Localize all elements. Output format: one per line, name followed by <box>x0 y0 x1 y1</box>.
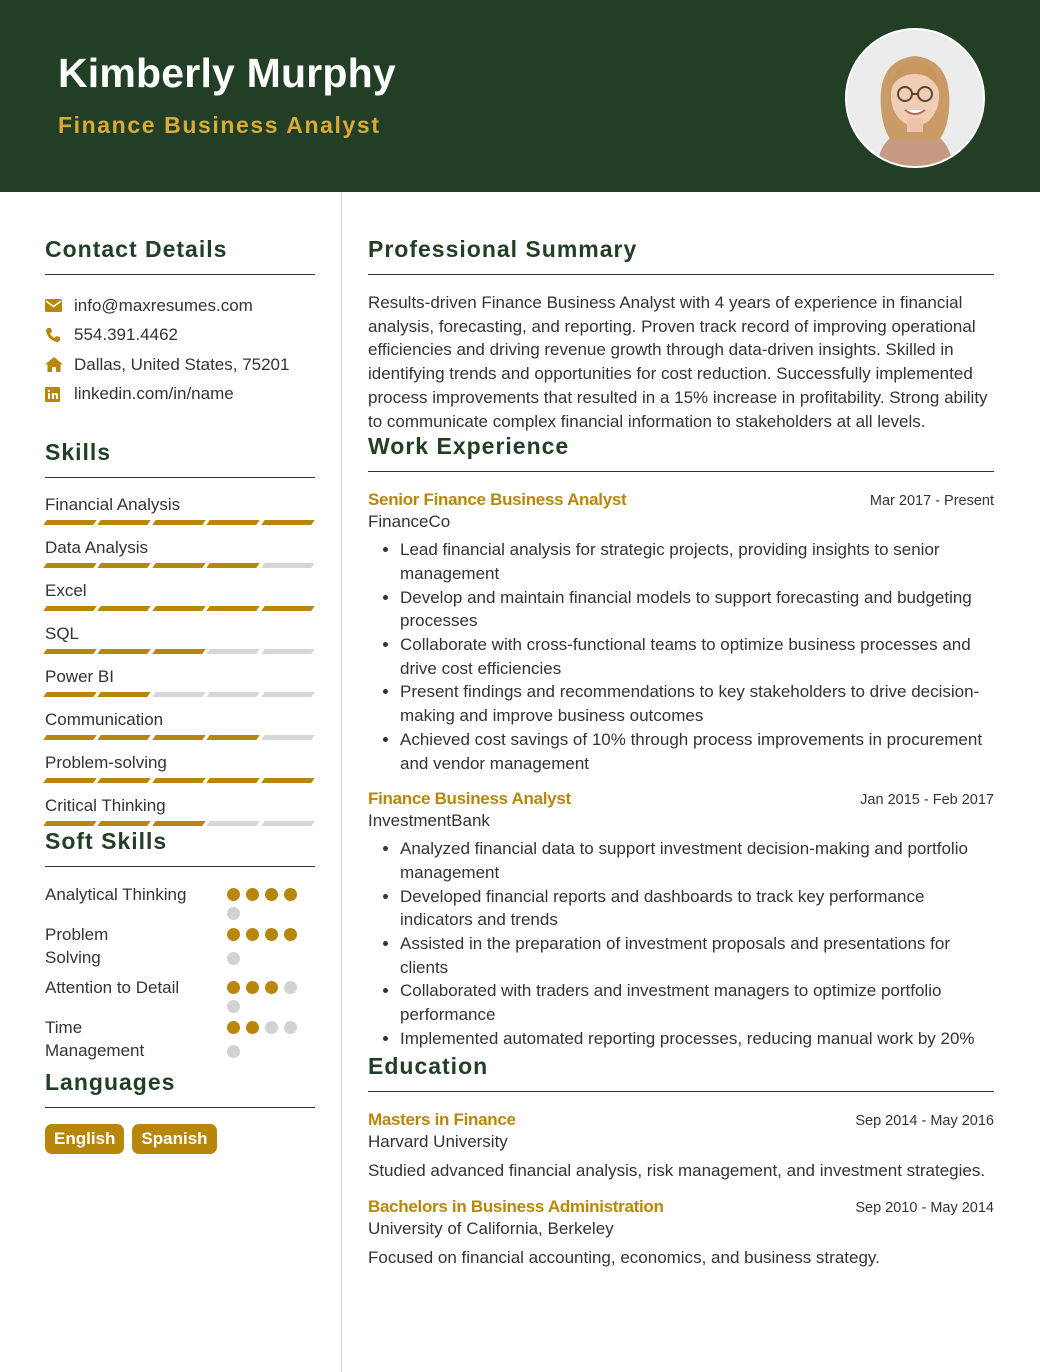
job-title: Senior Finance Business Analyst <box>368 490 627 510</box>
soft-skill-level-dot <box>284 928 297 941</box>
soft-skill-item <box>45 883 315 920</box>
soft-skill-level-dot <box>227 952 240 965</box>
list-item: • Implemented automated reporting processes, reducing manual work by 20% <box>400 1027 994 1051</box>
profile-photo <box>845 28 985 168</box>
soft-skill-level-dot <box>227 907 240 920</box>
skill-level-bars <box>45 649 315 664</box>
skill-name: Problem-solving <box>45 753 167 772</box>
skill-level-segment <box>98 735 152 740</box>
skill-level-segment <box>98 821 152 826</box>
education-heading: Education <box>368 1053 994 1092</box>
skill-level-segment <box>152 821 206 826</box>
skill-level-bars <box>45 778 315 793</box>
soft-skill-level-dots <box>227 923 315 969</box>
soft-skill-level-dot <box>265 1021 278 1034</box>
skills-section <box>45 439 315 836</box>
languages-heading: Languages <box>45 1069 315 1108</box>
skill-level-segment <box>261 735 315 740</box>
soft-skill-name: Problem Solving <box>45 925 109 967</box>
soft-skill-level-dots <box>227 883 315 920</box>
experience-section <box>368 433 994 1050</box>
home-icon <box>45 357 74 372</box>
main-column <box>368 192 994 1270</box>
skill-level-segment <box>206 520 260 525</box>
soft-skill-level-dot <box>227 1045 240 1058</box>
soft-skill-level-dot <box>265 888 278 901</box>
skill-item <box>45 492 315 535</box>
candidate-name: Kimberly Murphy <box>58 50 396 96</box>
skill-item <box>45 750 315 793</box>
skill-name: Communication <box>45 710 164 729</box>
education-entry <box>368 1197 994 1270</box>
soft-skill-level-dot <box>246 888 259 901</box>
soft-skill-item <box>45 1016 315 1062</box>
soft-skill-level-dot <box>227 1021 240 1034</box>
skill-level-bars <box>45 735 315 750</box>
soft-skill-level-dot <box>227 928 240 941</box>
contact-linkedin-text[interactable]: linkedin.com/in/name <box>74 384 234 404</box>
skill-level-segment <box>98 520 152 525</box>
list-item: • Achieved cost savings of 10% through process improvements in procurement and vendor management <box>400 728 994 775</box>
skill-level-segment <box>206 563 260 568</box>
skill-level-segment <box>206 735 260 740</box>
skill-level-segment <box>206 821 260 826</box>
skill-level-segment <box>43 692 97 697</box>
skill-level-segment <box>206 692 260 697</box>
skills-heading: Skills <box>45 439 315 478</box>
language-badge: English <box>45 1124 124 1154</box>
soft-skill-item <box>45 976 315 1013</box>
skill-level-segment <box>98 692 152 697</box>
skill-level-segment <box>43 520 97 525</box>
skill-level-segment <box>206 778 260 783</box>
soft-skill-item <box>45 923 315 969</box>
soft-skill-level-dot <box>246 928 259 941</box>
soft-skill-level-dot <box>284 1021 297 1034</box>
soft-skill-level-dot <box>227 888 240 901</box>
skill-level-segment <box>98 778 152 783</box>
skills-list <box>45 492 315 836</box>
skill-level-segment <box>152 735 206 740</box>
skill-item <box>45 535 315 578</box>
soft-skill-name: Attention to Detail <box>45 978 180 997</box>
summary-text: Results-driven Finance Business Analyst with 4 years of experience in financial analysis, forecasting, and reporting. Proven track record of improving operational efficiencies and driving revenue growth through data-driven insights. Skilled in identifying trends and opportunities for cost reduction. Successfully implemented process improvements that resulted in a 15% increase in profitability. Strong ability to communicate complex financial information to stakeholders at all levels. <box>368 293 988 431</box>
sidebar <box>45 192 315 1154</box>
job-bullets <box>368 538 994 775</box>
job-date: Mar 2017 - Present <box>869 493 994 510</box>
contact-section <box>45 236 315 409</box>
skill-level-segment <box>261 649 315 654</box>
summary-heading: Professional Summary <box>368 236 994 275</box>
skill-name: Data Analysis <box>45 538 148 557</box>
contact-address <box>45 350 315 380</box>
job-bullets <box>368 837 994 1050</box>
education-date: Sep 2014 - May 2016 <box>855 1112 994 1129</box>
skill-name: Financial Analysis <box>45 495 181 514</box>
skill-level-segment <box>206 606 260 611</box>
skill-level-segment <box>43 778 97 783</box>
education-description: Focused on financial accounting, economics, and business strategy. <box>368 1247 880 1267</box>
skill-name: SQL <box>45 624 80 643</box>
contact-email-text[interactable]: info@maxresumes.com <box>74 295 253 315</box>
skill-level-segment <box>261 520 315 525</box>
soft-skill-level-dot <box>265 981 278 994</box>
soft-skill-level-dot <box>227 981 240 994</box>
skill-level-segment <box>261 778 315 783</box>
job-company: InvestmentBank <box>368 811 490 831</box>
summary-section <box>368 236 994 433</box>
contact-phone <box>45 321 315 351</box>
job-entry <box>368 490 994 775</box>
contact-heading: Contact Details <box>45 236 315 275</box>
soft-skill-level-dot <box>284 981 297 994</box>
degree-title: Bachelors in Business Administration <box>368 1196 664 1216</box>
soft-skills-heading: Soft Skills <box>45 828 315 867</box>
skill-level-segment <box>152 563 206 568</box>
education-date: Sep 2010 - May 2014 <box>855 1199 994 1216</box>
skill-level-segment <box>152 606 206 611</box>
soft-skill-name: Time Management <box>45 1018 145 1060</box>
skill-level-segment <box>43 606 97 611</box>
job-entry <box>368 789 994 1050</box>
list-item: • Lead financial analysis for strategic projects, providing insights to senior management <box>400 538 994 585</box>
soft-skills-list <box>45 883 315 1062</box>
list-item: • Developed financial reports and dashboards to track key performance indicators and trends <box>400 885 994 932</box>
skill-level-segment <box>152 692 206 697</box>
skill-level-segment <box>98 563 152 568</box>
skill-level-segment <box>152 649 206 654</box>
contact-phone-text[interactable]: 554.391.4462 <box>74 325 178 345</box>
candidate-title: Finance Business Analyst <box>58 112 381 138</box>
school-name: University of California, Berkeley <box>368 1218 614 1238</box>
languages-section <box>45 1069 315 1154</box>
language-badge: Spanish <box>132 1124 216 1154</box>
list-item: • Develop and maintain financial models to support forecasting and budgeting processes <box>400 586 994 633</box>
soft-skills-section <box>45 828 315 1062</box>
list-item: • Collaborate with cross-functional teams to optimize business processes and drive cost efficiencies <box>400 633 994 680</box>
job-date: Jan 2015 - Feb 2017 <box>860 792 994 809</box>
soft-skill-name: Analytical Thinking <box>45 885 187 904</box>
skill-level-segment <box>98 606 152 611</box>
skill-name: Excel <box>45 581 87 600</box>
skill-level-segment <box>43 735 97 740</box>
skill-level-bars <box>45 563 315 578</box>
soft-skill-level-dot <box>246 981 259 994</box>
phone-icon <box>45 327 74 343</box>
school-name: Harvard University <box>368 1131 508 1151</box>
contact-address-text: Dallas, United States, 75201 <box>74 354 290 374</box>
profile-photo-illustration <box>847 30 983 166</box>
skill-level-segment <box>152 520 206 525</box>
contact-email <box>45 291 315 321</box>
contact-linkedin <box>45 380 315 410</box>
job-title: Finance Business Analyst <box>368 789 571 809</box>
soft-skill-level-dot <box>227 1000 240 1013</box>
list-item: • Present findings and recommendations to key stakeholders to drive decision-making and improve business outcomes <box>400 680 994 727</box>
list-item: • Collaborated with traders and investment managers to optimize portfolio performance <box>400 979 994 1026</box>
skill-item <box>45 621 315 664</box>
envelope-icon <box>45 299 74 312</box>
skill-item <box>45 664 315 707</box>
skill-level-segment <box>261 563 315 568</box>
skill-level-segment <box>152 778 206 783</box>
skill-item <box>45 578 315 621</box>
skill-item <box>45 707 315 750</box>
skill-name: Critical Thinking <box>45 796 166 815</box>
skill-level-segment <box>261 606 315 611</box>
job-company: FinanceCo <box>368 512 451 532</box>
education-entry <box>368 1110 994 1183</box>
contact-list <box>45 291 315 409</box>
education-description: Studied advanced financial analysis, risk management, and investment strategies. <box>368 1160 986 1180</box>
skill-level-bars <box>45 692 315 707</box>
list-item: • Assisted in the preparation of investment proposals and presentations for clients <box>400 932 994 979</box>
soft-skill-level-dots <box>227 1016 315 1062</box>
soft-skill-level-dot <box>265 928 278 941</box>
skill-level-bars <box>45 606 315 621</box>
degree-title: Masters in Finance <box>368 1109 516 1129</box>
linkedin-icon <box>45 387 74 402</box>
soft-skill-level-dot <box>246 1021 259 1034</box>
languages-list <box>45 1124 315 1154</box>
skill-level-segment <box>261 821 315 826</box>
skill-level-segment <box>206 649 260 654</box>
header-banner <box>0 0 1040 192</box>
list-item: • Analyzed financial data to support investment decision-making and portfolio management <box>400 837 994 884</box>
skill-level-bars <box>45 520 315 535</box>
soft-skill-level-dot <box>284 888 297 901</box>
experience-heading: Work Experience <box>368 433 994 472</box>
soft-skill-level-dots <box>227 976 315 1013</box>
skill-level-segment <box>43 821 97 826</box>
skill-level-segment <box>261 692 315 697</box>
skill-level-segment <box>98 649 152 654</box>
column-divider <box>341 192 342 1372</box>
skill-level-segment <box>43 649 97 654</box>
education-section <box>368 1053 994 1270</box>
skill-level-segment <box>43 563 97 568</box>
skill-name: Power BI <box>45 667 114 686</box>
